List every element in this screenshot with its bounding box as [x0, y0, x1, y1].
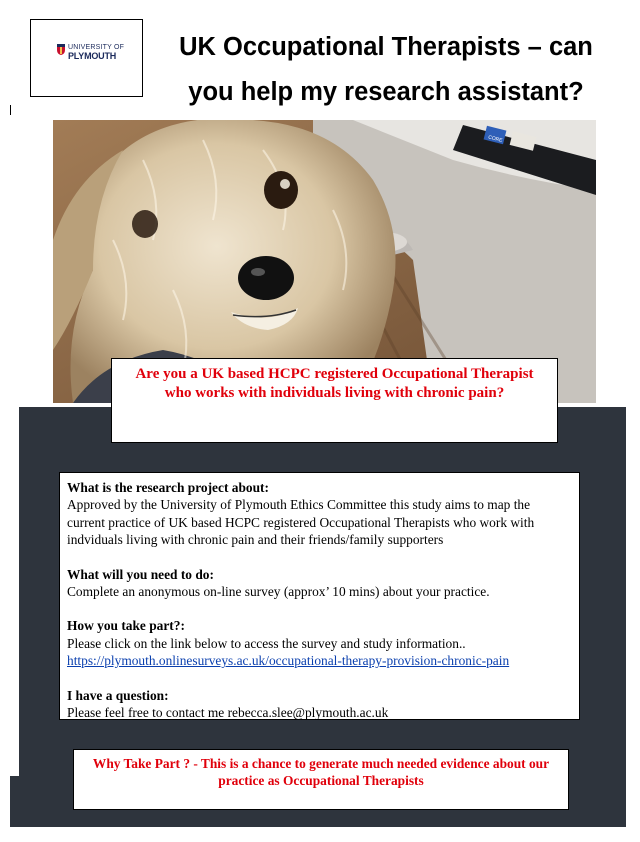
text-cursor-mark — [10, 105, 11, 115]
info-box — [59, 472, 580, 720]
why-take-part-text: Why Take Part ? - This is a chance to generate much needed evidence about our practice as Occupational Therapists — [92, 756, 550, 788]
section-heading: What is the research project about: — [67, 480, 269, 495]
section-tasks — [67, 566, 571, 601]
section-body: Approved by the University of Plymouth Ethics Committee this study aims to map the current practice of UK based HCPC registered Occupational Therapists who work with indviduals living with chronic pain and their friends/family supporters — [67, 497, 535, 548]
logo-text-top: UNIVERSITY OF — [68, 44, 125, 51]
eligibility-callout — [111, 358, 558, 443]
section-question — [67, 687, 571, 722]
title-line-1: UK Occupational Therapists – can — [179, 33, 593, 61]
crest-icon — [57, 44, 65, 55]
eligibility-question: Are you a UK based HCPC registered Occupational Therapist who works with individuals living with chronic pain? — [135, 366, 534, 401]
why-take-part-box — [73, 749, 569, 810]
section-body: Please click on the link below to access the survey and study information.. — [67, 635, 466, 651]
section-body: Complete an anonymous on-line survey (approx’ 10 mins) about your practice. — [67, 584, 490, 600]
university-logo — [30, 19, 143, 97]
section-heading: What will you need to do: — [67, 566, 214, 582]
section-body: Please feel free to contact me rebecca.slee@plymouth.ac.uk — [67, 705, 389, 721]
laptop-sticker-text: CORE — [487, 134, 503, 144]
title-line-2: you help my research assistant? — [188, 78, 584, 106]
dark-strip — [10, 776, 19, 827]
section-heading: How you take part?: — [67, 618, 185, 634]
survey-link[interactable]: https://plymouth.onlinesurveys.ac.uk/occupational-therapy-provision-chronic-pain — [67, 653, 510, 669]
section-project — [67, 479, 571, 549]
logo-text-bottom: PLYMOUTH — [68, 51, 117, 61]
section-heading: I have a question: — [67, 687, 169, 703]
section-take-part — [67, 617, 571, 669]
page-title — [146, 25, 626, 115]
